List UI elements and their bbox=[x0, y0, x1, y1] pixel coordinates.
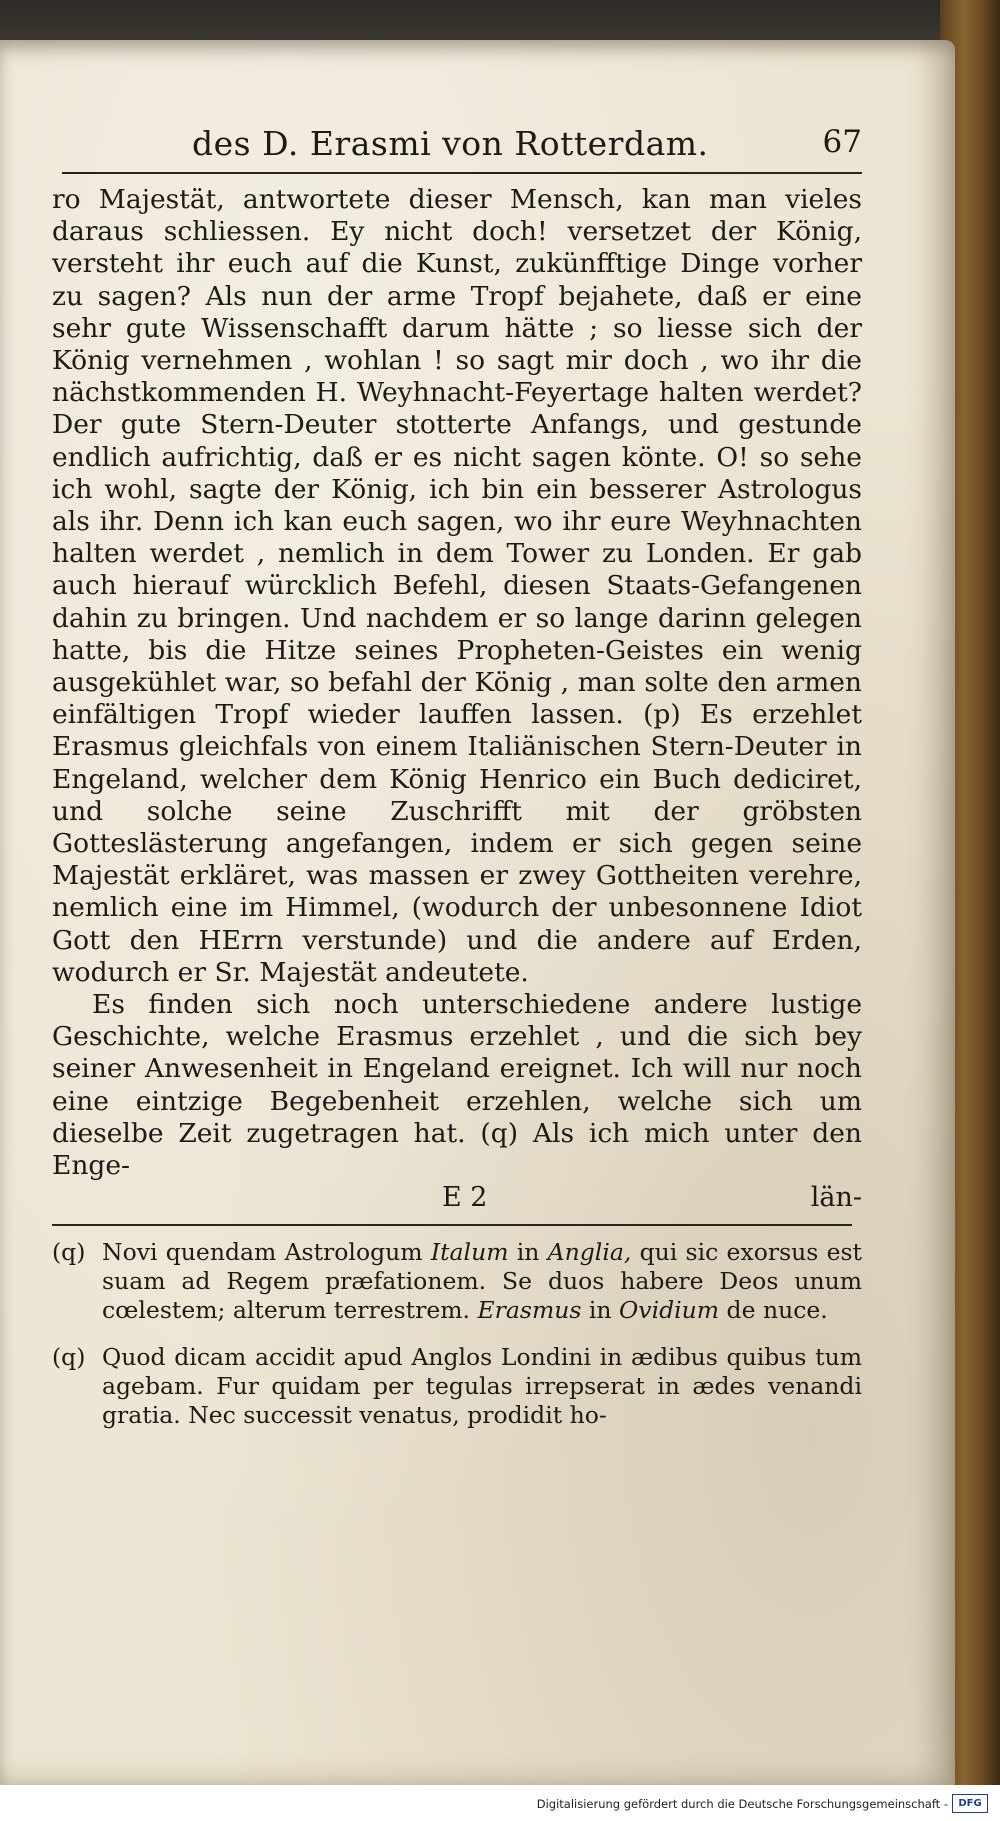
footnote-divider bbox=[52, 1224, 852, 1226]
digitization-note: Digitalisierung gefördert durch die Deutsche Forschungsgemeinschaft - bbox=[536, 1797, 948, 1811]
footnotes bbox=[52, 1238, 862, 1430]
signature-line bbox=[52, 1182, 862, 1216]
page-header bbox=[62, 112, 862, 174]
scanner-top-edge bbox=[0, 0, 1000, 42]
footnote-italic: Erasmus bbox=[477, 1296, 582, 1325]
catchword: län- bbox=[810, 1182, 862, 1214]
book-page bbox=[0, 40, 955, 1785]
footnote-text: qui sic exorsus est suam ad Regem præfationem. Se duos habere Deos unum cœlestem; alterum terrestrem. bbox=[102, 1238, 862, 1325]
footnote-italic: Italum bbox=[430, 1238, 509, 1267]
footnote-italic: Ovidium bbox=[619, 1296, 720, 1325]
footnote-text: Quod dicam accidit apud Anglos Londini in ædibus quibus tum agebam. Fur quidam per tegulas irrepserat in ædes venandi gratia. Nec successit venatus, prodidit ho- bbox=[102, 1343, 862, 1430]
footnote-text: Novi quendam Astrologum bbox=[102, 1238, 431, 1267]
footnote-1 bbox=[52, 1238, 862, 1325]
digitization-footer bbox=[0, 1785, 1000, 1821]
footnote-text: in bbox=[581, 1296, 620, 1325]
main-text bbox=[52, 184, 862, 1182]
footnote-text: in bbox=[508, 1238, 548, 1267]
footnote-2 bbox=[52, 1343, 862, 1430]
footnote-text: de nuce. bbox=[719, 1296, 828, 1325]
footnote-mark: (q) bbox=[52, 1238, 86, 1267]
paragraph-2: Es finden sich noch unterschiedene andere lustige Geschichte, welche Erasmus erzehlet , und die sich bey seiner Anwesenheit in Engeland ereignet. Ich will nur noch eine eintzige Begebenheit erzehlen, welche sich um dieselbe Zeit zugetragen hat. (q) Als ich mich unter den Enge- bbox=[52, 989, 862, 1182]
footnote-italic: Anglia, bbox=[547, 1238, 632, 1267]
dfg-logo: DFG bbox=[952, 1794, 988, 1813]
page-number: 67 bbox=[822, 124, 862, 160]
paragraph-1: ro Majestät, antwortete dieser Mensch, kan man vieles daraus schliessen. Ey nicht doch! versetzet der König, versteht ihr euch auf die Kunst, zukünfftige Dinge vorher zu sagen? Als nun der arme Tropf bejahete, daß er eine sehr gute Wissenschafft darum hätte ; so liesse sich der König vernehmen , wohlan ! so sagt mir doch , wo ihr die nächstkommenden H. Weyhnacht-Feyertage halten werdet? Der gute Stern-Deuter stotterte Anfangs, und gestunde endlich aufrichtig, daß er es nicht sagen könte. O! so sehe ich wohl, sagte der König, ich bin ein besserer Astrologus als ihr. Denn ich kan euch sagen, wo ihr eure Weyhnachten halten werdet , nemlich in dem Tower zu Londen. Er gab auch hierauf würcklich Befehl, diesen Staats-Gefangenen dahin zu bringen. Und nachdem er so lange darinn gelegen hatte, bis die Hitze seines Propheten-Geistes ein wenig ausgekühlet war, so befahl der König , man solte den armen einfältigen Tropf wieder lauffen lassen. (p) Es erzehlet Erasmus gleichfals von einem Italiänischen Stern-Deuter in Engeland, welcher dem König Henrico ein Buch dediciret, und solche seine Zuschrifft mit der gröbsten Gotteslästerung angefangen, indem er sich gegen seine Majestät erkläret, was massen er zwey Gottheiten verehre, nemlich eine im Himmel, (wodurch der unbesonnene Idiot Gott den HErrn verstunde) und die andere auf Erden, wodurch er Sr. Majestät andeutete. bbox=[52, 184, 862, 988]
signature-mark: E 2 bbox=[442, 1182, 488, 1214]
running-head: des D. Erasmi von Rotterdam. bbox=[192, 124, 709, 163]
page-content bbox=[52, 112, 862, 1448]
footnote-mark: (q) bbox=[52, 1343, 86, 1372]
